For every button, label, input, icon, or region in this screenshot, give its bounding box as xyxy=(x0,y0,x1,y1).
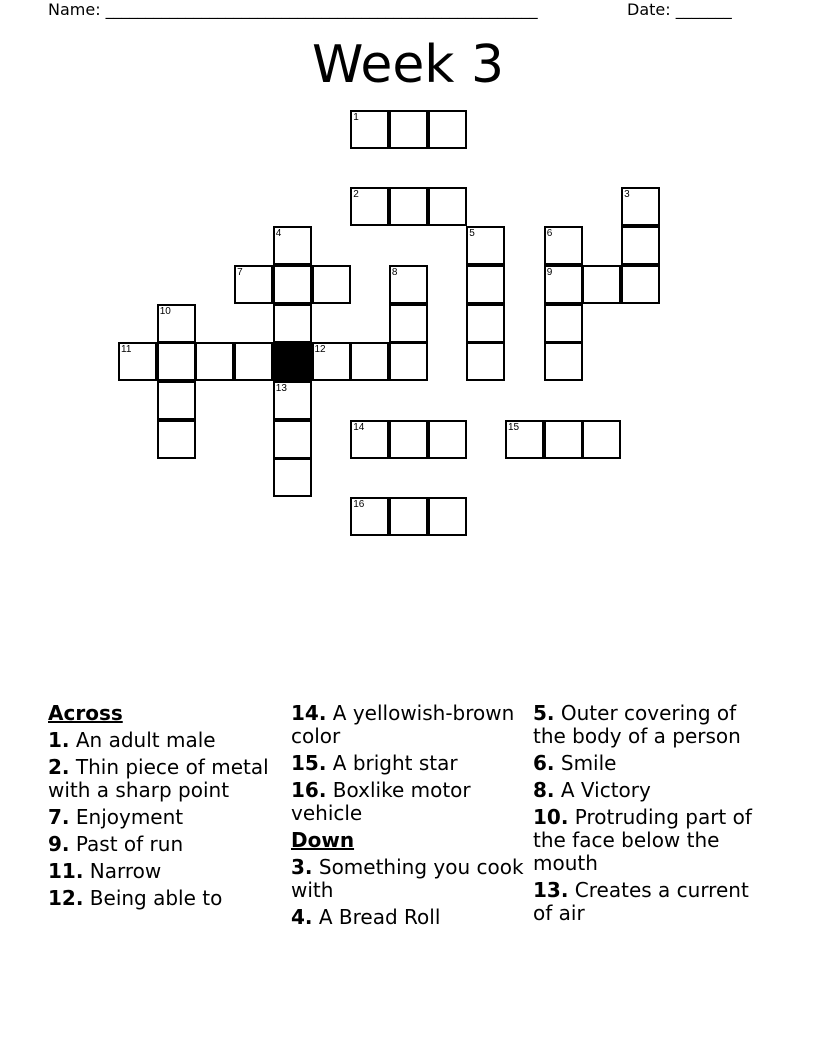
clue-number: 2 xyxy=(353,189,359,201)
crossword-cell[interactable] xyxy=(157,342,196,381)
crossword-cell[interactable] xyxy=(157,381,196,420)
clue-number: 14 xyxy=(353,421,365,433)
crossword-cell-15[interactable] xyxy=(505,420,544,459)
crossword-cell[interactable] xyxy=(273,458,312,497)
crossword-cell-16[interactable] xyxy=(350,497,389,536)
clue-number: 12 xyxy=(314,344,326,356)
crossword-cell-1[interactable] xyxy=(350,110,389,149)
clue-across-12: 12. Being able to xyxy=(48,886,223,910)
clue-across-15: 15. A bright star xyxy=(291,751,458,775)
clue-across-11: 11. Narrow xyxy=(48,859,162,883)
crossword-cell-2[interactable] xyxy=(350,187,389,226)
crossword-cell[interactable] xyxy=(389,187,428,226)
clue-down-10: 10. Protruding part of the face below the mouth xyxy=(533,805,752,875)
crossword-block-cell xyxy=(273,342,312,381)
clue-across-9: 9. Past of run xyxy=(48,832,184,856)
date-field-label: Date: _______ xyxy=(627,0,732,19)
crossword-cell-7[interactable] xyxy=(234,265,273,304)
crossword-cell[interactable] xyxy=(350,342,389,381)
clue-number: 6 xyxy=(546,228,553,240)
crossword-cell[interactable] xyxy=(466,304,505,343)
clue-number: 8 xyxy=(391,266,398,278)
clue-number: 7 xyxy=(237,266,243,278)
crossword-cell[interactable] xyxy=(273,304,312,343)
crossword-cell-5[interactable] xyxy=(466,226,505,265)
crossword-cell-6[interactable] xyxy=(544,226,583,265)
clue-number: 15 xyxy=(508,421,520,433)
clue-number: 1 xyxy=(353,112,359,123)
clue-number: 16 xyxy=(353,499,365,510)
crossword-cell-12[interactable] xyxy=(312,342,351,381)
across-heading: Across xyxy=(48,701,123,725)
crossword-cell[interactable] xyxy=(582,420,621,459)
clues-column-3 xyxy=(533,702,768,929)
name-field-label: Name: ______________________________________________________ xyxy=(48,0,538,19)
page-title: Week 3 xyxy=(311,35,505,95)
crossword-cell[interactable] xyxy=(389,304,428,343)
crossword-cell[interactable] xyxy=(428,497,467,536)
clue-number: 9 xyxy=(546,266,553,278)
crossword-cell-4[interactable] xyxy=(273,226,312,265)
clue-down-13: 13. Creates a current of air xyxy=(533,878,749,925)
crossword-cell-3[interactable] xyxy=(621,187,660,226)
clues-column-1 xyxy=(48,702,283,914)
crossword-cell[interactable] xyxy=(428,187,467,226)
down-heading: Down xyxy=(291,828,355,852)
clues-column-2 xyxy=(291,702,526,933)
clue-number: 4 xyxy=(275,228,282,240)
crossword-cell[interactable] xyxy=(234,342,273,381)
clue-down-6: 6. Smile xyxy=(533,751,617,775)
crossword-cell[interactable] xyxy=(157,420,196,459)
crossword-cell[interactable] xyxy=(389,497,428,536)
crossword-cell-13[interactable] xyxy=(273,381,312,420)
crossword-cell[interactable] xyxy=(621,226,660,265)
crossword-cell[interactable] xyxy=(273,265,312,304)
crossword-cell[interactable] xyxy=(582,265,621,304)
clue-across-2: 2. Thin piece of metal with a sharp point xyxy=(48,755,269,802)
clue-across-7: 7. Enjoyment xyxy=(48,805,184,829)
clue-across-1: 1. An adult male xyxy=(48,728,216,752)
crossword-cell-9[interactable] xyxy=(544,265,583,304)
crossword-cell[interactable] xyxy=(428,110,467,149)
clue-number: 5 xyxy=(469,228,475,240)
clue-number: 13 xyxy=(275,382,287,394)
crossword-cell[interactable] xyxy=(544,304,583,343)
clue-number: 10 xyxy=(159,305,171,317)
clue-down-4: 4. A Bread Roll xyxy=(291,905,441,929)
crossword-cell[interactable] xyxy=(195,342,234,381)
crossword-cell[interactable] xyxy=(389,110,428,149)
crossword-cell[interactable] xyxy=(544,420,583,459)
clue-number: 3 xyxy=(624,189,630,201)
crossword-cell-14[interactable] xyxy=(350,420,389,459)
clue-number: 11 xyxy=(121,344,132,356)
clue-across-14: 14. A yellowish-brown color xyxy=(291,701,515,748)
clue-across-16: 16. Boxlike motor vehicle xyxy=(291,778,471,825)
crossword-cell[interactable] xyxy=(466,265,505,304)
clue-down-5: 5. Outer covering of the body of a person xyxy=(533,701,741,748)
crossword-cell[interactable] xyxy=(273,420,312,459)
crossword-cell[interactable] xyxy=(389,342,428,381)
crossword-cell[interactable] xyxy=(621,265,660,304)
crossword-cell[interactable] xyxy=(544,342,583,381)
crossword-cell-8[interactable] xyxy=(389,265,428,304)
crossword-cell[interactable] xyxy=(389,420,428,459)
crossword-cell-10[interactable] xyxy=(157,304,196,343)
clue-down-8: 8. A Victory xyxy=(533,778,651,802)
crossword-cell[interactable] xyxy=(466,342,505,381)
crossword-cell-11[interactable] xyxy=(118,342,157,381)
clue-down-3: 3. Something you cook with xyxy=(291,855,524,902)
crossword-cell[interactable] xyxy=(428,420,467,459)
crossword-cell[interactable] xyxy=(312,265,351,304)
